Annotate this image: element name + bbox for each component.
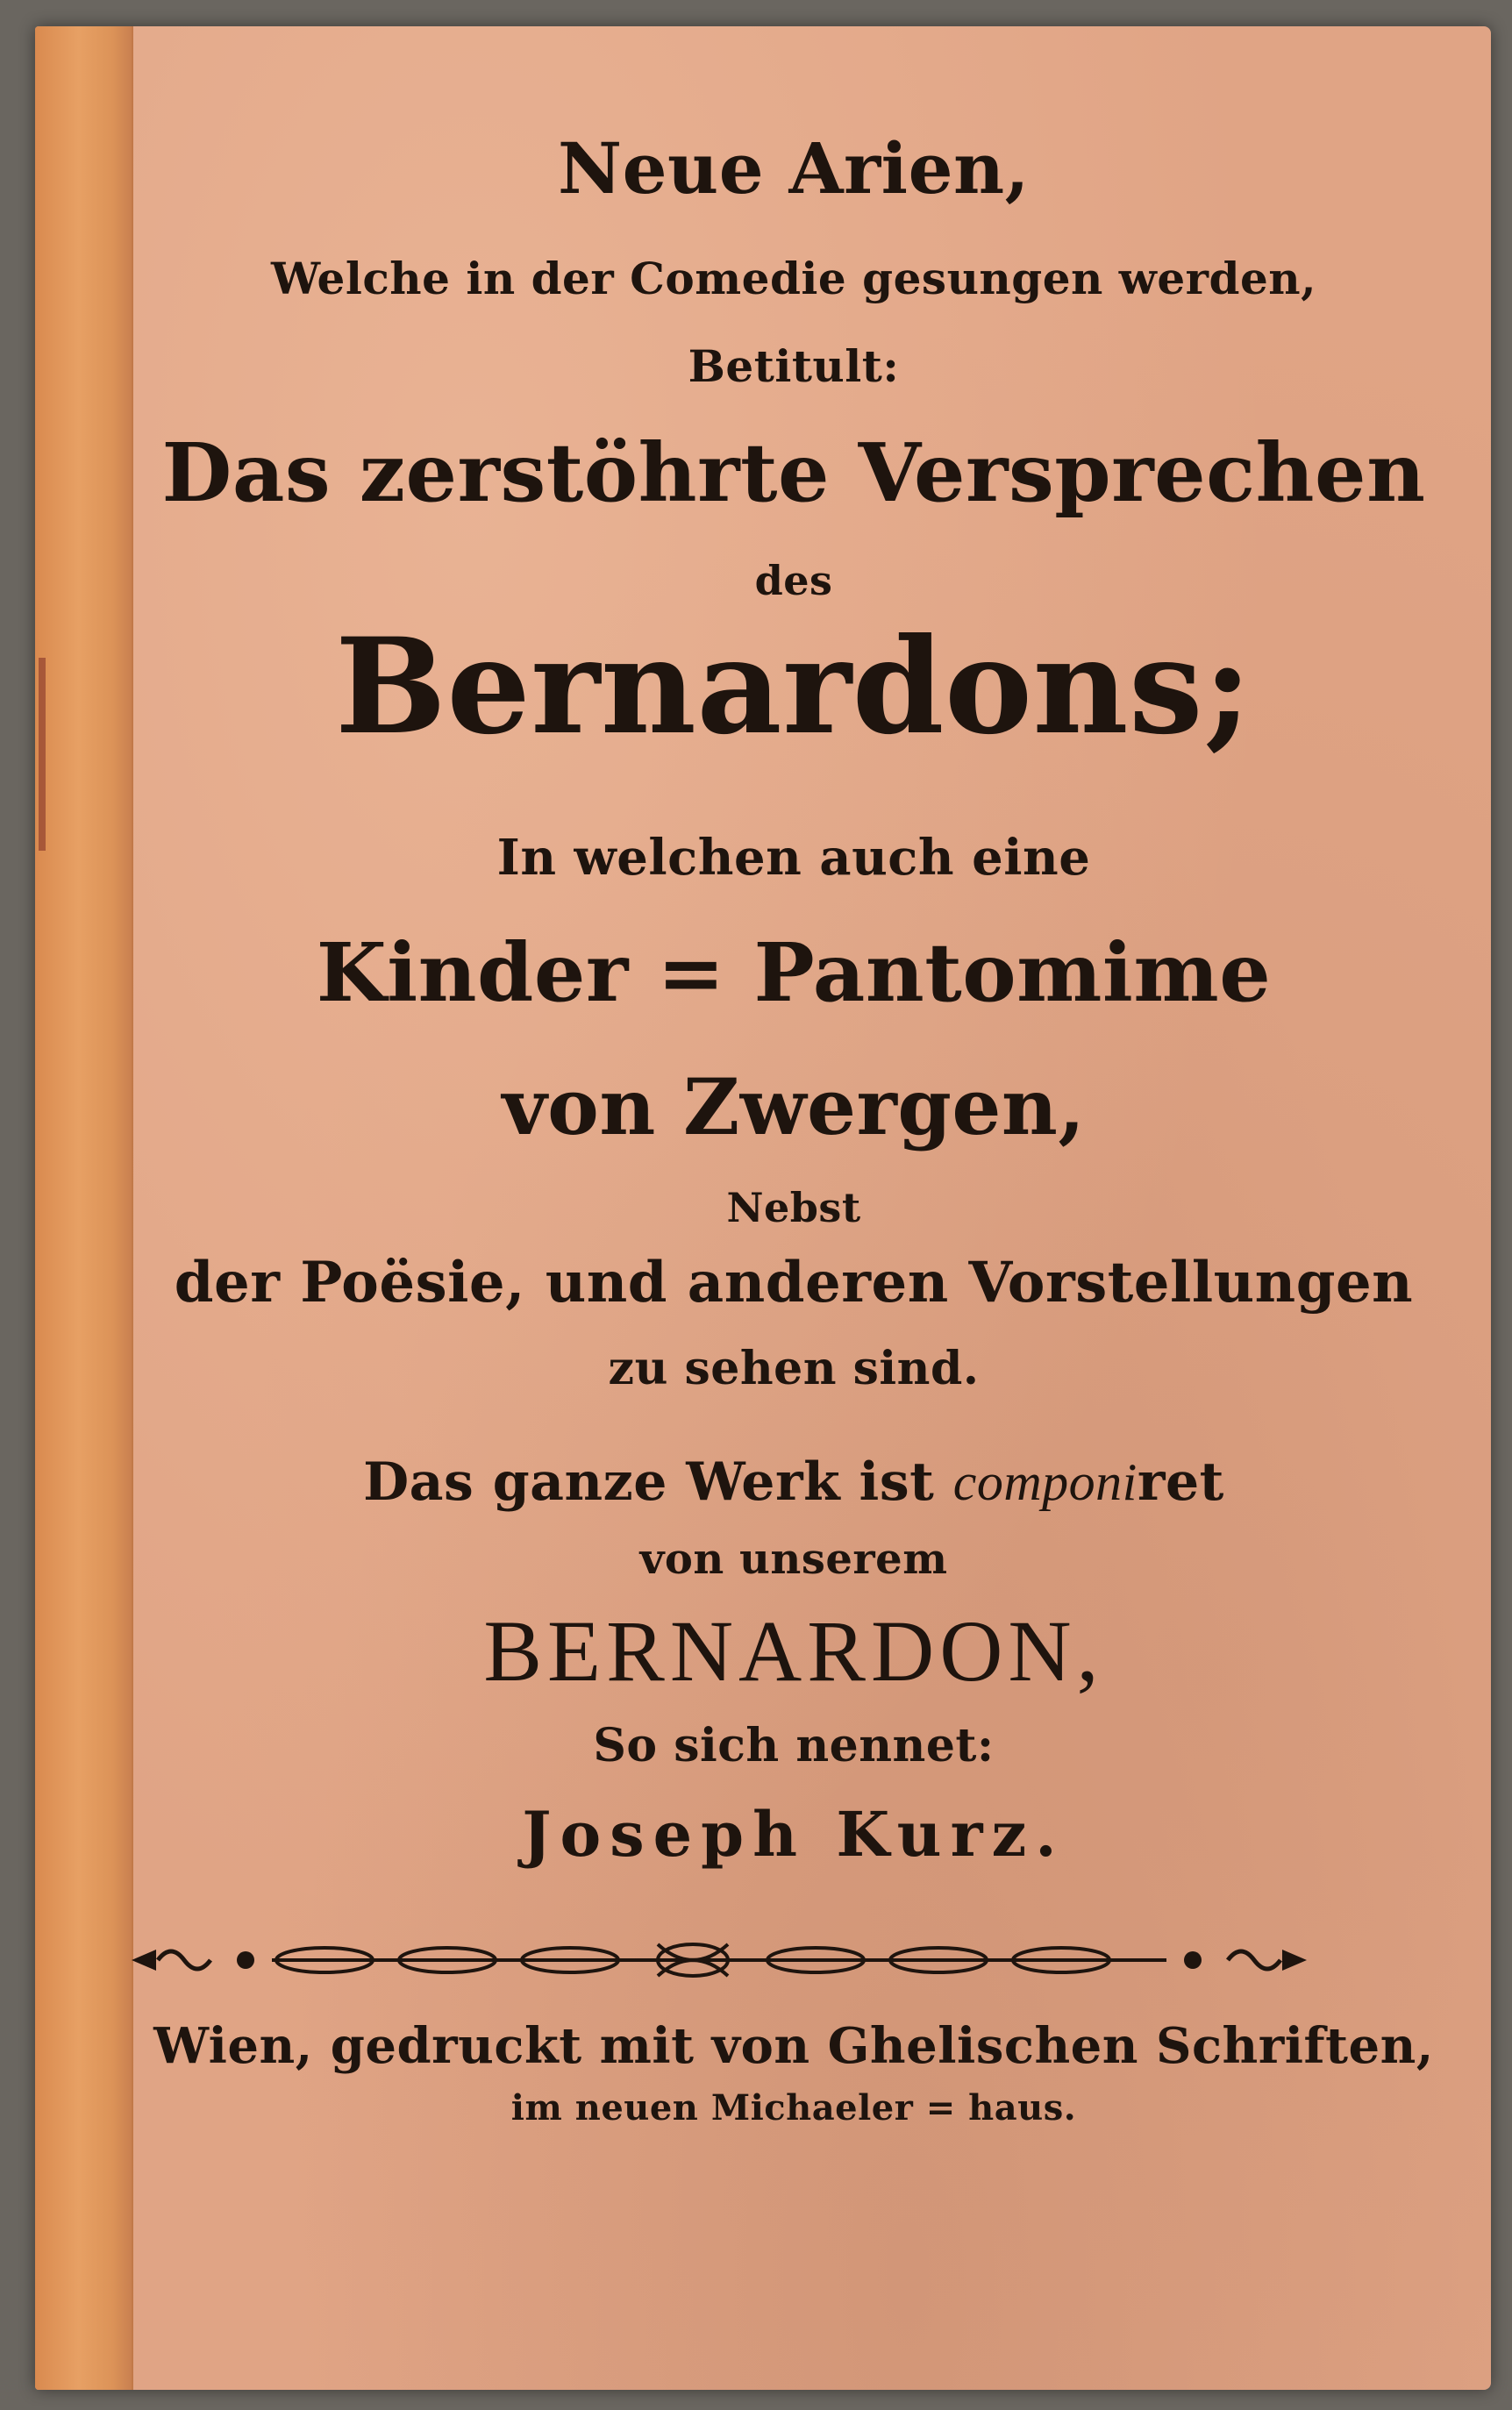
title-page <box>35 26 1491 2390</box>
title-line-zu-sehen: zu sehen sind. <box>608 1342 980 1395</box>
spine-mark <box>39 658 46 851</box>
title-line-nebst: Nebst <box>726 1184 861 1231</box>
title-line-versprechen: Das zerstöhrte Versprechen <box>161 425 1426 520</box>
title-line-so-sich-nennet: So sich nennet: <box>593 1719 995 1772</box>
title-line-joseph-kurz: Joseph Kurz. <box>522 1798 1066 1871</box>
title-line-neue-arien: Neue Arien, <box>558 127 1030 210</box>
title-line-ganze-werk-text: Das ganze Werk ist <box>363 1451 953 1513</box>
book-spine <box>35 26 133 2390</box>
title-line-poesie: der Poësie, und anderen Vorstellungen <box>174 1250 1414 1316</box>
imprint-line-wien: Wien, gedruckt mit von Ghelischen Schriften, <box>153 2017 1434 2075</box>
title-line-ret: ret <box>1137 1451 1224 1513</box>
title-line-des: des <box>754 557 833 604</box>
printer-ornament-rule <box>132 1934 1307 1986</box>
title-line-betitult: Betitult: <box>688 340 900 392</box>
title-line-componi: componi <box>952 1453 1138 1511</box>
title-line-bernardon: BERNARDON, <box>483 1602 1104 1700</box>
title-text-block <box>132 26 1491 2390</box>
title-line-ganze-werk <box>132 1451 1456 1513</box>
imprint-line-michaeler: im neuen Michaeler = haus. <box>510 2087 1077 2128</box>
title-line-kinder-pantomime: Kinder = Pantomime <box>316 925 1272 1020</box>
title-line-bernardons: Bernardons; <box>335 610 1252 764</box>
title-line-von-zwergen: von Zwergen, <box>502 1061 1086 1152</box>
title-line-von-unserem: von unserem <box>639 1535 948 1584</box>
title-line-in-welchen: In welchen auch eine <box>496 829 1091 887</box>
title-line-welche: Welche in der Comedie gesungen werden, <box>270 253 1317 304</box>
